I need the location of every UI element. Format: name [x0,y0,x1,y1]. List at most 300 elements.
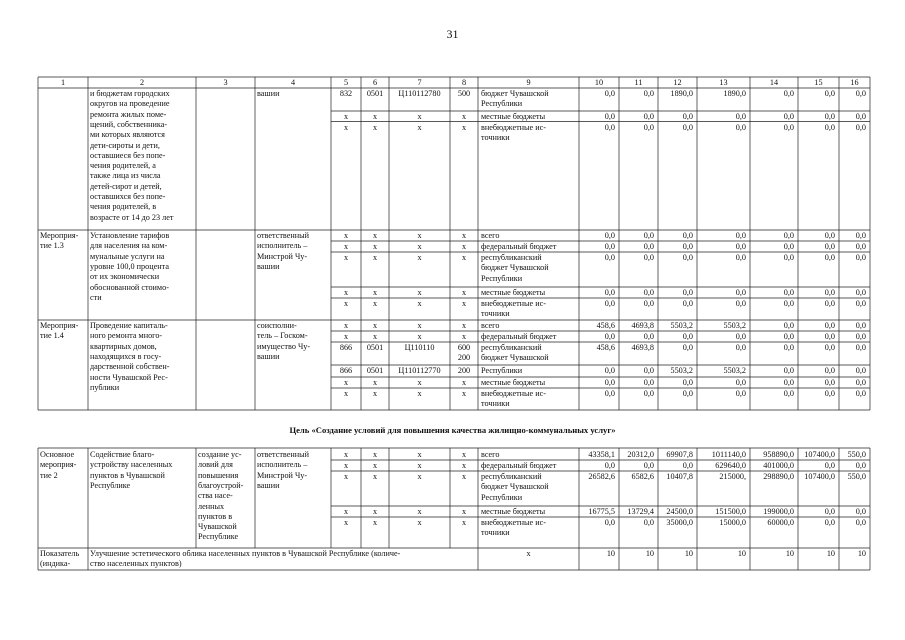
column-number: 11 [634,77,643,87]
amount-cell: 0,0 [643,389,654,398]
kbk-code: x [343,299,349,308]
section-code: x [372,321,378,330]
section-code: x [372,231,378,240]
amount-cell: 0,0 [643,253,654,262]
amount-cell: 0,0 [824,288,835,297]
amount-cell: 0,0 [643,518,654,527]
measure-description: от их экономически [90,272,160,282]
section-code: x [372,378,378,387]
expense-type: 500 [457,89,471,98]
measure-goal: пунктов в [198,511,233,521]
goal-title: Цель «Создание условий для повышения качества жилищно-коммунальных услуг» [289,425,616,435]
amount-cell: 24500,0 [666,507,693,516]
measure-description: для населения на ком- [90,241,168,251]
amount-cell: 0,0 [783,321,794,330]
amount-cell: 0,0 [783,231,794,240]
amount-cell: 0,0 [735,112,746,121]
measure-description: сти [90,292,102,302]
funding-source: федеральный бюджет [481,242,557,251]
amount-cell: 0,0 [682,343,693,352]
column-number: 7 [417,77,422,87]
amount-cell: 0,0 [604,299,615,308]
expense-type: x [461,288,467,297]
kbk-code: x [343,122,349,132]
expense-type: x [461,321,467,330]
amount-cell: 0,0 [682,288,693,297]
executor: тель – Госком- [257,331,308,341]
executor: ответственный [257,450,310,459]
measure-description: мунальные услуги на [90,251,165,261]
amount-cell: 550,0 [847,472,866,481]
amount-cell: 0,0 [735,288,746,297]
indicator-value: 10 [785,549,794,558]
amount-cell: 0,0 [643,378,654,387]
section-code: 0501 [366,89,384,98]
target-code: x [417,461,422,470]
amount-cell: 0,0 [735,299,746,308]
amount-cell: 0,0 [824,253,835,262]
amount-cell: 215000, [719,472,746,481]
column-number: 16 [850,77,859,87]
amount-cell: 958890,0 [763,450,794,459]
amount-cell: 10407,8 [666,472,693,481]
funding-source: Республики [481,492,523,502]
amount-cell: 0,0 [682,389,693,398]
kbk-code: x [343,472,349,481]
target-code: x [417,378,422,387]
amount-cell: 0,0 [855,253,866,262]
funding-source: местные бюджеты [481,112,546,121]
measure-description: устройству населенных [90,460,173,470]
amount-cell: 0,0 [682,378,693,387]
column-number: 12 [673,77,682,87]
amount-cell: 0,0 [824,112,835,121]
amount-cell: 0,0 [783,366,794,375]
amount-cell: 1890,0 [723,89,746,98]
amount-cell: 0,0 [855,332,866,341]
amount-cell: 13729,4 [627,507,654,516]
amount-cell: 0,0 [643,366,654,375]
executor: вашии [257,261,280,271]
amount-cell: 629640,0 [715,461,746,470]
measure-goal: Республике [198,532,239,542]
amount-cell: 0,0 [604,461,615,470]
amount-cell: 0,0 [783,112,794,121]
indicator-value: 10 [645,549,654,558]
expense-type: x [461,253,467,262]
funding-source: внебюджетные ис- [481,299,546,308]
executor: вашии [257,351,280,361]
measure-description: Республике [90,480,131,490]
funding-source: внебюджетные ис- [481,518,546,527]
kbk-code: x [343,242,349,251]
amount-cell: 5503,2 [670,366,693,375]
measure-goal: ловий для [198,460,233,470]
measure-description: уровне 100,0 процента [90,261,169,271]
amount-cell: 0,0 [604,242,615,251]
amount-cell: 16775,5 [588,507,615,516]
amount-cell: 0,0 [783,288,794,297]
amount-cell: 0,0 [855,507,866,516]
amount-cell: 1890,0 [670,89,693,98]
amount-cell: 0,0 [643,89,654,98]
measure-description: ми которых являются [90,130,165,140]
measure-goal: повышения [198,470,239,480]
column-number: 3 [223,77,228,87]
measure-description: находящихся в госу- [90,351,162,361]
expense-type: 200 [457,353,471,363]
amount-cell: 5503,2 [723,321,746,330]
measure-description: ного ремонта много- [90,331,163,341]
kbk-code: x [343,450,349,459]
kbk-code: x [343,461,349,470]
amount-cell: 0,0 [824,378,835,387]
expense-type: x [461,122,467,132]
funding-source: бюджет Чувашской [481,89,549,98]
funding-source: местные бюджеты [481,288,546,297]
target-code: Ц110110 [404,343,435,352]
section-code: x [372,332,378,341]
kbk-code: x [343,507,349,516]
amount-cell: 0,0 [855,461,866,470]
funding-source: республиканский [481,343,542,352]
measure-description: чения родителей, в [90,202,157,212]
amount-cell: 0,0 [735,242,746,251]
amount-cell: 0,0 [855,89,866,98]
amount-cell: 0,0 [824,242,835,251]
amount-cell: 60000,0 [767,518,794,527]
amount-cell: 0,0 [783,389,794,398]
amount-cell: 0,0 [824,389,835,398]
expense-type: 200 [457,366,471,375]
measure-id: Основное [40,450,75,459]
amount-cell: 0,0 [855,112,866,121]
funding-source: местные бюджеты [481,507,546,516]
kbk-code: x [343,378,349,387]
amount-cell: 0,0 [604,253,615,262]
executor: вашии [257,480,280,490]
measure-description: и бюджетам городских [90,89,170,98]
amount-cell: 0,0 [824,321,835,330]
measure-description: также лица из числа [90,171,161,181]
measure-description: детей-сирот и детей, [90,181,162,191]
expense-type: x [461,518,467,527]
amount-cell: 0,0 [682,242,693,251]
target-code: x [417,242,422,251]
indicator-text: Улучшение эстетического облика населенных пунктов в Чувашской Республике (количе- [90,549,401,558]
indicator-value: 10 [826,549,835,558]
kbk-code: x [343,389,349,398]
amount-cell: 0,0 [855,389,866,398]
section-code: x [372,253,378,262]
funding-source: всего [481,321,500,330]
section-code: x [372,461,378,470]
amount-cell: 20312,0 [627,450,654,459]
funding-source: внебюджетные ис- [481,122,546,132]
amount-cell: 0,0 [783,122,794,132]
amount-cell: 151500,0 [715,507,746,516]
amount-cell: 0,0 [604,288,615,297]
amount-cell: 0,0 [855,343,866,352]
column-number: 1 [60,77,66,87]
amount-cell: 0,0 [604,389,615,398]
expense-type: x [461,450,467,459]
amount-cell: 1011140,0 [711,450,746,459]
kbk-code: x [343,112,349,121]
funding-source: всего [481,231,500,240]
column-number: 14 [769,77,779,87]
measure-id: тие 2 [40,470,58,480]
amount-cell: 0,0 [735,389,746,398]
target-code: x [417,507,422,516]
amount-cell: 15000,0 [719,518,746,527]
measure-description: оставшиеся без попе- [90,150,166,160]
amount-cell: 0,0 [604,89,615,98]
executor: Минстрой Чу- [257,470,308,480]
measure-goal: создание ус- [198,450,242,459]
target-code: x [417,231,422,240]
amount-cell: 550,0 [847,450,866,459]
measure-goal: благоустрой- [198,480,244,490]
amount-cell: 401000,0 [763,461,794,470]
measure-id: тие 1.4 [40,331,64,341]
indicator-value: 10 [606,549,615,558]
amount-cell: 0,0 [824,461,835,470]
amount-cell: 0,0 [682,231,693,240]
funding-source: бюджет Чувашской [481,482,549,492]
section-code: x [372,450,378,459]
expense-type: x [461,242,467,251]
executor: имущество Чу- [257,341,311,351]
amount-cell: 69907,8 [666,450,693,459]
column-number: 15 [814,77,823,87]
measure-description: округов на проведение [90,99,170,109]
amount-cell: 0,0 [604,378,615,387]
column-number: 13 [719,77,728,87]
indicator-text: ство населенных пунктов) [90,559,182,569]
amount-cell: 0,0 [783,343,794,352]
amount-cell: 0,0 [604,122,615,132]
expense-type: x [461,507,467,516]
executor: соисполни- [257,321,297,330]
measure-description: ности Чувашской Рес- [90,372,168,382]
amount-cell: 0,0 [824,231,835,240]
funding-source: федеральный бюджет [481,461,557,470]
amount-cell: 0,0 [682,112,693,121]
measure-description: обоснованной стоимо- [90,282,169,292]
amount-cell: 458,6 [596,321,615,330]
kbk-code: 866 [339,366,353,375]
amount-cell: 35000,0 [666,518,693,527]
amount-cell: 0,0 [855,321,866,330]
amount-cell: 0,0 [783,89,794,98]
amount-cell: 0,0 [855,122,866,132]
executor: Минстрой Чу- [257,251,308,261]
funding-source: Республики [481,99,523,109]
kbk-code: x [343,253,349,262]
measure-description: публики [90,382,120,392]
funding-source: республиканский [481,472,542,481]
column-number: 2 [139,77,145,87]
measure-description: Установление тарифов [90,231,170,240]
amount-cell: 0,0 [855,231,866,240]
indicator-value: 10 [737,549,746,558]
measure-description: щений, собственника- [90,119,168,129]
amount-cell: 0,0 [735,253,746,262]
amount-cell: 0,0 [855,518,866,527]
amount-cell: 458,6 [596,343,615,352]
funding-source: Республики [481,366,523,375]
amount-cell: 0,0 [824,332,835,341]
amount-cell: 0,0 [783,378,794,387]
amount-cell: 0,0 [855,366,866,375]
funding-source: федеральный бюджет [481,332,557,341]
target-code: x [417,112,422,121]
section-code: x [372,299,378,308]
funding-source: местные бюджеты [481,378,546,387]
amount-cell: 0,0 [824,366,835,375]
amount-cell: 0,0 [735,378,746,387]
amount-cell: 199000,0 [763,507,794,516]
amount-cell: 0,0 [824,507,835,516]
amount-cell: 0,0 [643,231,654,240]
amount-cell: 0,0 [735,343,746,352]
amount-cell: 298890,0 [763,472,794,481]
target-code: x [417,122,422,132]
target-code: Ц110112780 [398,89,441,98]
amount-cell: 0,0 [783,242,794,251]
target-code: x [417,450,422,459]
amount-cell: 26582,6 [588,472,615,481]
amount-cell: 0,0 [783,299,794,308]
section-code: x [372,242,378,251]
kbk-code: 832 [339,89,353,98]
column-number: 9 [526,77,531,87]
kbk-code: x [343,231,349,240]
measure-goal: ства насе- [198,491,233,501]
kbk-code: x [343,518,349,527]
indicator-mark: x [526,549,531,558]
kbk-code: x [343,288,349,297]
amount-cell: 0,0 [735,332,746,341]
amount-cell: 107400,0 [804,450,835,459]
amount-cell: 4693,8 [631,321,654,330]
funding-source: точники [481,132,510,142]
amount-cell: 0,0 [855,378,866,387]
measure-goal: Чувашской [198,522,237,532]
kbk-code: x [343,321,349,330]
target-code: x [417,472,422,481]
column-number: 5 [343,77,349,87]
amount-cell: 0,0 [783,253,794,262]
amount-cell: 0,0 [735,231,746,240]
kbk-code: 866 [339,343,353,352]
amount-cell: 0,0 [604,518,615,527]
measure-id: мероприя- [40,460,77,470]
amount-cell: 0,0 [643,242,654,251]
column-number: 8 [461,77,467,87]
expense-type: x [461,332,467,341]
column-number: 4 [290,77,296,87]
amount-cell: 0,0 [824,299,835,308]
measure-description: Содействие благо- [90,450,155,459]
executor: исполнитель – [257,241,308,251]
funding-source: Республики [481,273,523,283]
section-code: x [372,518,378,527]
expense-type: x [461,472,467,481]
funding-source: точники [481,309,510,319]
executor: вашии [257,89,280,98]
amount-cell: 5503,2 [723,366,746,375]
executor: ответственный [257,231,310,240]
target-code: x [417,518,422,527]
section-code: 0501 [366,366,384,375]
measure-description: пунктов в Чувашской [90,470,165,480]
funding-source: бюджет Чувашской [481,263,549,273]
target-code: x [417,332,422,341]
expense-type: x [461,231,467,240]
expense-type: x [461,378,467,387]
amount-cell: 0,0 [783,332,794,341]
indicator-value: 10 [857,549,866,558]
indicator-value: 10 [684,549,693,558]
amount-cell: 0,0 [682,461,693,470]
amount-cell: 4693,8 [631,343,654,352]
amount-cell: 0,0 [824,343,835,352]
amount-cell: 0,0 [824,122,835,132]
amount-cell: 0,0 [643,461,654,470]
section-code: x [372,389,378,398]
measure-description: ремонта жилых поме- [90,109,167,119]
target-code: x [417,389,422,398]
indicator-label: Показатель [40,549,80,558]
measure-id: тие 1.3 [40,241,64,251]
amount-cell: 0,0 [643,299,654,308]
target-code: x [417,321,422,330]
measure-id: Мероприя- [40,231,79,240]
amount-cell: 0,0 [682,332,693,341]
amount-cell: 0,0 [643,122,654,132]
target-code: x [417,253,422,262]
amount-cell: 0,0 [855,242,866,251]
amount-cell: 5503,2 [670,321,693,330]
amount-cell: 107400,0 [804,472,835,481]
funding-source: республиканский [481,253,542,262]
amount-cell: 43358,1 [588,450,615,459]
amount-cell: 0,0 [604,332,615,341]
measure-description: чения родителей, а [90,161,156,171]
executor: исполнитель – [257,460,308,470]
amount-cell: 0,0 [604,112,615,121]
target-code: Ц110112770 [398,366,441,375]
amount-cell: 0,0 [604,366,615,375]
expense-type: x [461,389,467,398]
amount-cell: 0,0 [643,332,654,341]
expense-type: x [461,112,467,121]
target-code: x [417,288,422,297]
funding-source: точники [481,528,510,538]
amount-cell: 0,0 [855,288,866,297]
amount-cell: 0,0 [682,299,693,308]
section-code: x [372,288,378,297]
column-number: 10 [594,77,604,87]
funding-source: бюджет Чувашской [481,353,549,363]
funding-source: всего [481,450,500,459]
kbk-code: x [343,332,349,341]
measure-description: оставшихся без попе- [90,192,166,201]
measure-description: возрасте от 14 до 23 лет [90,212,174,222]
section-code: 0501 [366,343,384,352]
